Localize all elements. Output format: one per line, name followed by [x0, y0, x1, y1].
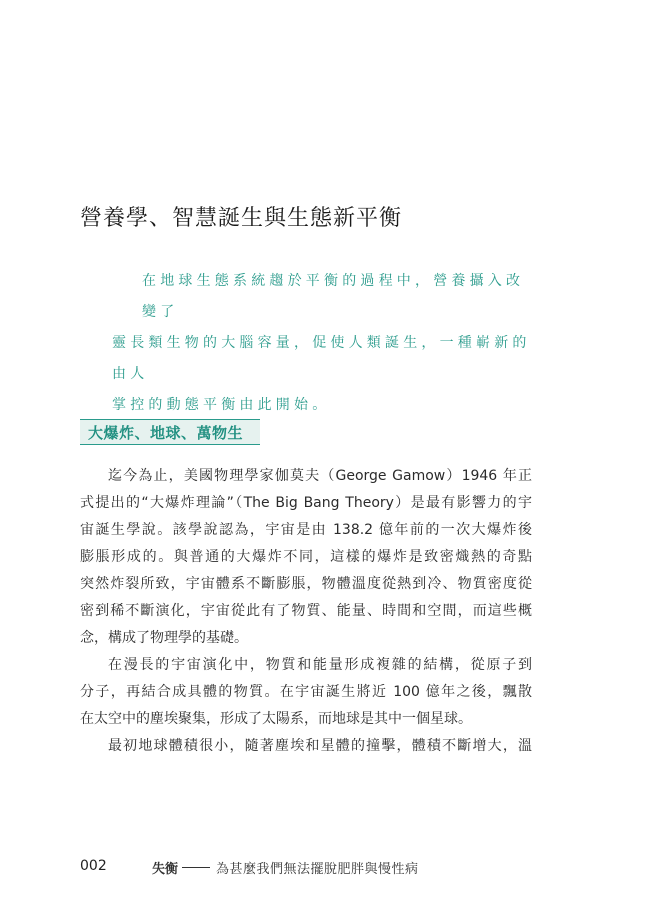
- body-line: 分子，再結合成具體的物質。在宇宙誕生將近 100 億年之後，飄散: [80, 684, 532, 700]
- body-line: 念，構成了物理學的基礎。: [80, 630, 248, 646]
- book-title: 失衡: [152, 862, 179, 877]
- abstract-line: 靈長類生物的大腦容量，促使人類誕生，一種嶄新的由人: [112, 335, 531, 382]
- body-line: 最初地球體積很小，隨著塵埃和星體的撞擊，體積不斷增大，溫: [108, 738, 532, 754]
- chapter-abstract: [112, 266, 532, 421]
- abstract-line: 在地球生態系統趨於平衡的過程中，營養攝入改變了: [142, 273, 525, 320]
- body-line: 在太空中的塵埃聚集，形成了太陽系，而地球是其中一個星球。: [80, 711, 472, 727]
- body-line: 式提出的“大爆炸理論”（The Big Bang Theory）是最有影響力的宇: [80, 495, 532, 511]
- book-subtitle: 為甚麼我們無法擺脫肥胖與慢性病: [216, 862, 419, 877]
- chapter-title: 營養學、智慧誕生與生態新平衡: [80, 206, 403, 231]
- body-line: 宙誕生學說。該學說認為，宇宙是由 138.2 億年前的一次大爆炸後: [80, 522, 532, 538]
- section-heading-box: [80, 419, 260, 445]
- abstract-line: 掌控的動態平衡由此開始。: [112, 397, 331, 413]
- body-text: [80, 463, 532, 760]
- title-dash: [182, 867, 210, 868]
- body-line: 膨脹形成的。與普通的大爆炸不同，這樣的爆炸是致密熾熱的奇點: [80, 549, 532, 565]
- body-line: 突然炸裂所致，宇宙體系不斷膨脹，物體溫度從熱到冷、物質密度從: [80, 576, 532, 592]
- body-line: 迄今為止，美國物理學家伽莫夫（George Gamow）1946 年正: [108, 468, 532, 484]
- page-number: 002: [80, 858, 107, 874]
- page-footer: [80, 858, 560, 878]
- body-line: 在漫長的宇宙演化中，物質和能量形成複雜的結構，從原子到: [108, 657, 532, 673]
- body-line: 密到稀不斷演化，宇宙從此有了物質、能量、時間和空間，而這些概: [80, 603, 532, 619]
- section-heading: 大爆炸、地球、萬物生: [88, 424, 244, 442]
